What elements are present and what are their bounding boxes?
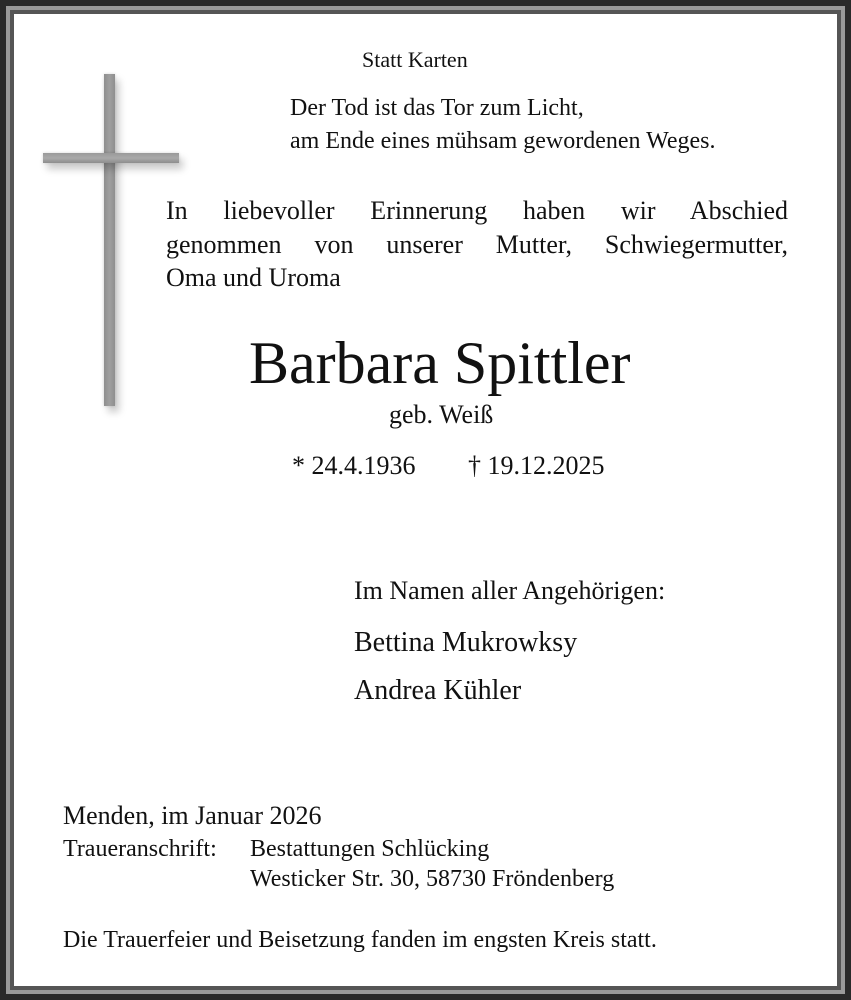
address-line-2: Westicker Str. 30, 58730 Fröndenberg <box>250 866 615 892</box>
farewell-text-line-1: In liebevoller Erinnerung haben wir Abschied <box>166 196 788 225</box>
deceased-name: Barbara Spittler <box>249 330 631 396</box>
ceremony-note: Die Trauerfeier und Beisetzung fanden im engsten Kreis statt. <box>63 927 657 953</box>
address-line-1: Bestattungen Schlücking <box>250 836 490 862</box>
birth-date: * 24.4.1936 <box>292 451 416 480</box>
motto-line-1: Der Tod ist das Tor zum Licht, <box>290 95 584 121</box>
address-label: Traueranschrift: <box>63 836 217 862</box>
motto-line-2: am Ende eines mühsam gewordenen Weges. <box>290 128 716 154</box>
statt-karten-header: Statt Karten <box>362 47 468 72</box>
born-name: geb. Weiß <box>389 400 494 429</box>
place-date: Menden, im Januar 2026 <box>63 801 322 830</box>
farewell-text-line-3: Oma und Uroma <box>166 263 341 292</box>
cross-icon-horizontal-beam <box>43 153 179 163</box>
mourner-name: Andrea Kühler <box>354 675 522 706</box>
family-intro: Im Namen aller Angehörigen: <box>354 576 666 605</box>
farewell-text-line-2: genommen von unserer Mutter, Schwiegermutter, <box>166 230 788 259</box>
cross-icon-vertical-beam <box>104 74 115 406</box>
death-date: † 19.12.2025 <box>468 451 605 480</box>
mourner-name: Bettina Mukrowksy <box>354 627 578 658</box>
